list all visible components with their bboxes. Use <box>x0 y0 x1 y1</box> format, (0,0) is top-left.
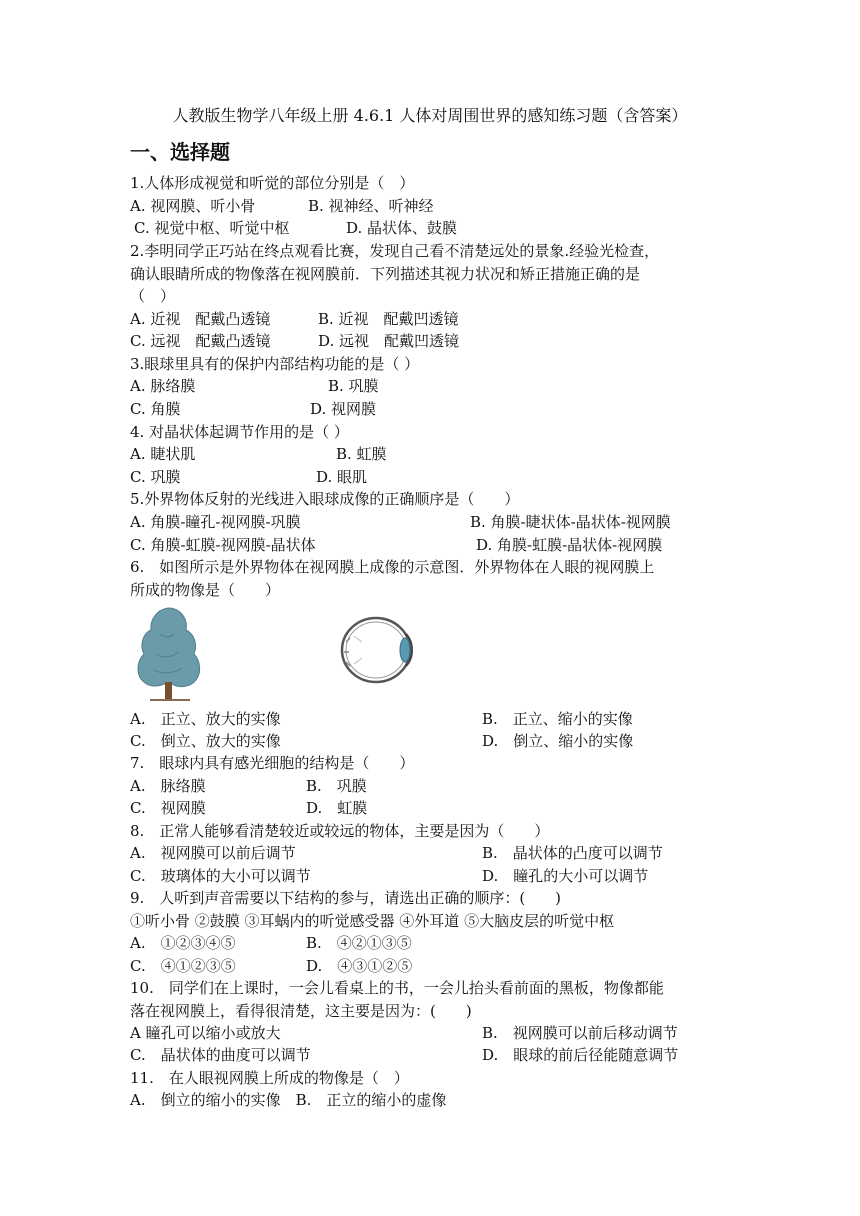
q7-option-d: D. 虹膜 <box>306 799 368 817</box>
q8-option-b: B. 晶状体的凸度可以调节 <box>482 844 663 862</box>
q3-option-b: B. 巩膜 <box>328 377 379 395</box>
q7-option-a: A. 脉络膜 <box>130 777 206 795</box>
q4-stem: 4. 对晶状体起调节作用的是（ ） <box>130 423 349 441</box>
q10-option-a: A 瞳孔可以缩小或放大 <box>130 1024 281 1042</box>
q10-stem-line1: 10. 同学们在上课时，一会儿看桌上的书，一会儿抬头看前面的黑板，物像都能 <box>130 979 664 997</box>
q1-option-b: B. 视神经、听神经 <box>308 197 434 215</box>
q7-option-b: B. 巩膜 <box>306 777 367 795</box>
q1-option-a: A. 视网膜、听小骨 <box>130 197 256 215</box>
q6-option-b: B. 正立、缩小的实像 <box>482 710 633 728</box>
q8-option-c: C. 玻璃体的大小可以调节 <box>130 867 311 885</box>
q8-stem: 8. 正常人能够看清楚较近或较远的物体，主要是因为（ ） <box>130 822 550 840</box>
q2-option-b: B. 近视 配戴凹透镜 <box>318 310 459 328</box>
document-title: 人教版生物学八年级上册 4.6.1 人体对周围世界的感知练习题（含答案） <box>172 106 688 125</box>
section-heading: 一、选择题 <box>130 140 230 164</box>
q6-option-a: A. 正立、放大的实像 <box>130 710 281 728</box>
q7-stem: 7. 眼球内具有感光细胞的结构是（ ） <box>130 754 415 772</box>
q6-stem-line2: 所成的物像是（ ） <box>130 581 281 599</box>
q8-option-d: D. 瞳孔的大小可以调节 <box>482 867 649 885</box>
q5-option-d: D. 角膜-虹膜-晶状体-视网膜 <box>476 536 663 554</box>
q10-option-c: C. 晶状体的曲度可以调节 <box>130 1046 311 1064</box>
q7-option-c: C. 视网膜 <box>130 799 206 817</box>
q10-stem-line2: 落在视网膜上，看得很清楚，这主要是因为：( ) <box>130 1002 472 1020</box>
q1-option-d: D. 晶状体、鼓膜 <box>346 219 458 237</box>
q3-stem: 3.眼球里具有的保护内部结构功能的是（ ） <box>130 355 420 373</box>
q5-option-b: B. 角膜-睫状体-晶状体-视网膜 <box>470 513 671 531</box>
q2-option-d: D. 远视 配戴凹透镜 <box>318 332 460 350</box>
q6-option-d: D. 倒立、缩小的实像 <box>482 732 634 750</box>
q3-option-a: A. 脉络膜 <box>130 377 196 395</box>
q5-option-a: A. 角膜-瞳孔-视网膜-巩膜 <box>130 513 301 531</box>
q11-options-ab: A. 倒立的缩小的实像 B. 正立的缩小的虚像 <box>130 1091 447 1109</box>
q9-option-d: D. ④③①②⑤ <box>306 957 413 975</box>
q9-option-c: C. ④①②③⑤ <box>130 957 236 975</box>
q6-stem-line1: 6. 如图所示是外界物体在视网膜上成像的示意图．外界物体在人眼的视网膜上 <box>130 558 655 576</box>
q2-option-a: A. 近视 配戴凸透镜 <box>130 310 271 328</box>
q4-option-d: D. 眼肌 <box>316 468 368 486</box>
tree-image <box>130 604 206 704</box>
q4-option-c: C. 巩膜 <box>130 468 181 486</box>
q3-option-d: D. 视网膜 <box>310 400 377 418</box>
q9-items: ①听小骨 ②鼓膜 ③耳蜗内的听觉感受器 ④外耳道 ⑤大脑皮层的听觉中枢 <box>130 912 615 930</box>
q5-option-c: C. 角膜-虹膜-视网膜-晶状体 <box>130 536 316 554</box>
q2-stem-line2: 确认眼睛所成的物像落在视网膜前．下列描述其视力状况和矫正措施正确的是 <box>130 265 641 283</box>
q11-stem: 11. 在人眼视网膜上所成的物像是（ ） <box>130 1069 409 1087</box>
q4-option-b: B. 虹膜 <box>336 445 387 463</box>
q10-option-b: B. 视网膜可以前后移动调节 <box>482 1024 678 1042</box>
q2-stem-line1: 2.李明同学正巧站在终点观看比赛，发现自己看不清楚远处的景象.经验光检查， <box>130 242 660 260</box>
q3-option-c: C. 角膜 <box>130 400 181 418</box>
q9-option-b: B. ④②①③⑤ <box>306 934 412 952</box>
q9-option-a: A. ①②③④⑤ <box>130 934 236 952</box>
q1-option-c: C. 视觉中枢、听觉中枢 <box>134 219 290 237</box>
q2-option-c: C. 远视 配戴凸透镜 <box>130 332 271 350</box>
q6-option-c: C. 倒立、放大的实像 <box>130 732 281 750</box>
q9-stem: 9. 人听到声音需要以下结构的参与，请选出正确的顺序：( ) <box>130 889 562 907</box>
eyeball-diagram <box>332 612 422 688</box>
q10-option-d: D. 眼球的前后径能随意调节 <box>482 1046 679 1064</box>
q1-stem: 1.人体形成视觉和听觉的部位分别是（ ） <box>130 174 415 192</box>
q4-option-a: A. 睫状肌 <box>130 445 196 463</box>
q2-stem-line3: （ ） <box>130 287 176 305</box>
q5-stem: 5.外界物体反射的光线进入眼球成像的正确顺序是（ ） <box>130 490 520 508</box>
q8-option-a: A. 视网膜可以前后调节 <box>130 844 296 862</box>
